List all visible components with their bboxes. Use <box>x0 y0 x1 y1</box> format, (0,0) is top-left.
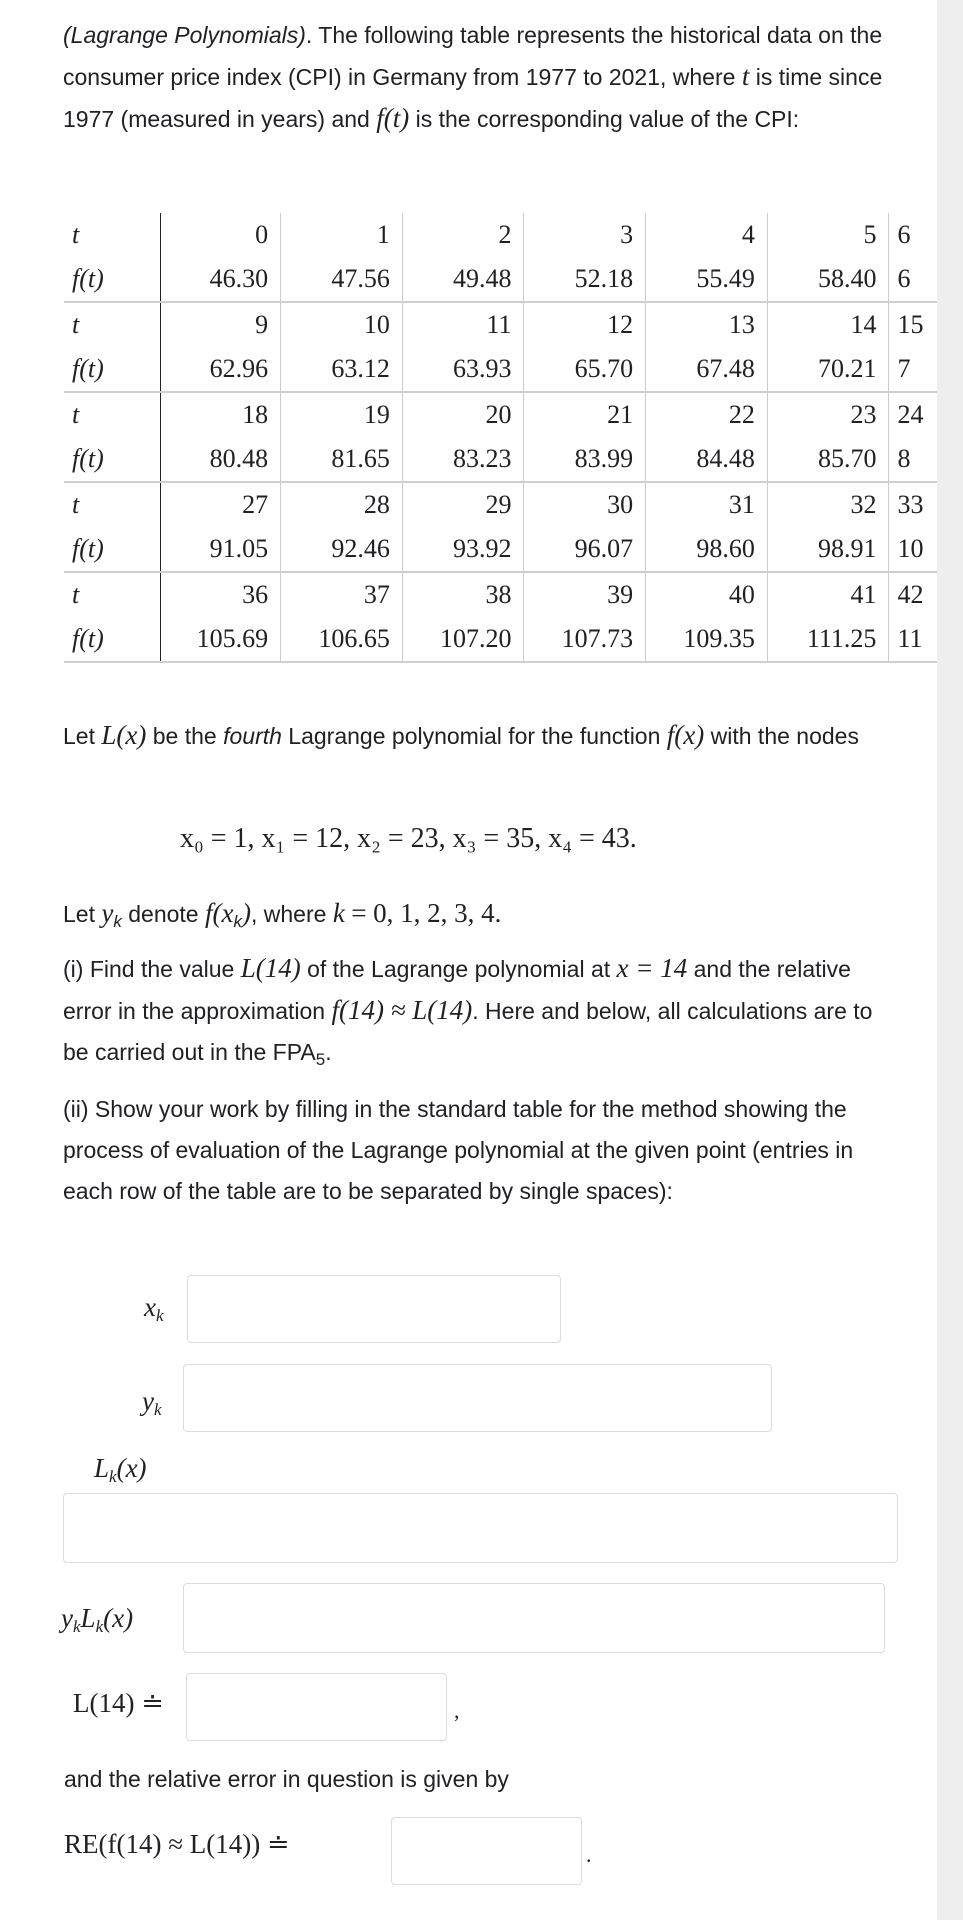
table-row-t <box>64 302 937 347</box>
table-cell: 40 <box>646 572 768 617</box>
part-i-period: . <box>325 1039 332 1065</box>
math-fx: f(x) <box>666 720 705 750</box>
table-cell: 41 <box>767 572 889 617</box>
table-cell: 11 <box>402 302 524 347</box>
L14-label: L(14) ≐ <box>73 1688 164 1718</box>
cpi-table <box>64 213 937 663</box>
ykLk-label: $y_kL_k(x)$ <box>61 1603 134 1636</box>
part-i-text-d: . Here and below, all calculations are to be carried out in the FPA <box>63 998 873 1065</box>
table-cell: 111.25 <box>767 617 889 662</box>
table-cell: 96.07 <box>524 527 646 572</box>
table-cell: 58.40 <box>767 257 889 302</box>
row-label-t: t <box>64 302 161 347</box>
nodes-equation: x₀ = 1, x₁ = 12, x₂ = 23, x₃ = 35, x₄ = 43. <box>180 823 637 854</box>
L14-input[interactable] <box>186 1673 447 1741</box>
row-label-t: t <box>64 572 161 617</box>
table-cell: 6 <box>897 220 911 249</box>
part-i-paragraph <box>63 948 893 1080</box>
math-Lx: L(x) <box>101 720 147 750</box>
table-cell: 20 <box>402 392 524 437</box>
table-cell: 23 <box>767 392 889 437</box>
table-cell: 106.65 <box>281 617 403 662</box>
table-cell: 63.93 <box>402 347 524 392</box>
let-text-b: be the <box>146 723 224 749</box>
table-cell: 8 <box>889 437 937 482</box>
table-row-t <box>64 482 937 527</box>
table-cell: 22 <box>646 392 768 437</box>
table-cell: 7 <box>889 347 937 392</box>
table-cell: 65.70 <box>524 347 646 392</box>
intro-paragraph <box>63 15 893 140</box>
fourth-word: fourth <box>223 723 282 749</box>
denote-paragraph <box>63 893 893 942</box>
intro-text: . The following table represents the historical data on the consumer price index (CPI) in Germany from 1977 to 2021, where <box>63 22 883 90</box>
RE-label: RE(f(14) ≈ L(14)) ≐ <box>64 1829 290 1859</box>
math-k: k <box>332 898 345 928</box>
table-cell: 19 <box>281 392 403 437</box>
intro-text-2: is time since 1977 (measured in years) and <box>63 64 883 132</box>
table-cell: 31 <box>646 482 768 527</box>
yk-input[interactable] <box>183 1364 772 1432</box>
table-cell: 98.60 <box>646 527 768 572</box>
table-cell: 18 <box>161 392 281 437</box>
table-cell: 46.30 <box>161 257 281 302</box>
part-ii-paragraph: (ii) Show your work by filling in the standard table for the method showing the process of evaluation of the Lagrange polynomial at the given point (entries in each row of the table are to be separated by single spaces): <box>63 1096 854 1204</box>
table-row-f <box>64 617 937 662</box>
table-cell: 27 <box>161 482 281 527</box>
row-label-ft: f(t) <box>64 257 161 302</box>
denote-text-b: denote <box>121 901 205 927</box>
row-label-t: t <box>64 213 161 257</box>
table-cell: 12 <box>524 302 646 347</box>
table-cell: 39 <box>524 572 646 617</box>
table-cell: 105.69 <box>161 617 281 662</box>
fpa-subscript: 5 <box>315 1050 326 1069</box>
math-L14: L(14) <box>240 953 301 983</box>
table-cell: 15 <box>897 310 924 339</box>
problem-label: (Lagrange Polynomials) <box>63 22 306 48</box>
table-cell: 52.18 <box>524 257 646 302</box>
table-cell: 83.99 <box>524 437 646 482</box>
table-cell: 98.91 <box>767 527 889 572</box>
RE-input[interactable] <box>391 1817 582 1885</box>
xk-label: $x_k$ <box>144 1292 164 1325</box>
table-cell: 5 <box>767 213 889 257</box>
row-label-ft: f(t) <box>64 527 161 572</box>
table-cell: 63.12 <box>281 347 403 392</box>
table-cell: 91.05 <box>161 527 281 572</box>
ykLk-input[interactable] <box>183 1583 885 1653</box>
math-ft: f(t) <box>376 103 410 133</box>
xk-input[interactable] <box>187 1275 561 1343</box>
table-cell: 21 <box>524 392 646 437</box>
table-cell: 3 <box>524 213 646 257</box>
let-text-a: Let <box>63 723 102 749</box>
let-text-c: Lagrange polynomial for the function <box>281 723 667 749</box>
table-row-t <box>64 572 937 617</box>
table-row-f <box>64 437 937 482</box>
table-row-t <box>64 213 937 257</box>
table-cell: 9 <box>161 302 281 347</box>
math-y: y <box>101 898 114 928</box>
table-cell: 55.49 <box>646 257 768 302</box>
table-cell: 49.48 <box>402 257 524 302</box>
table-cell: 6 <box>889 257 937 302</box>
part-i-text-b: of the Lagrange polynomial at <box>300 956 617 982</box>
relerr-text: and the relative error in question is given by <box>64 1766 509 1792</box>
cpi-table-container <box>64 213 937 688</box>
table-cell: 24 <box>897 400 924 429</box>
table-cell: 11 <box>889 617 937 662</box>
table-cell: 47.56 <box>281 257 403 302</box>
table-cell: 38 <box>402 572 524 617</box>
denote-text-c: , where <box>250 901 333 927</box>
table-cell: 13 <box>646 302 768 347</box>
table-cell: 81.65 <box>281 437 403 482</box>
table-row-f <box>64 527 937 572</box>
math-fxk: f(x <box>205 898 234 928</box>
Lk-label: $L_k(x)$ <box>94 1453 147 1486</box>
yk-label: $y_k$ <box>142 1386 162 1419</box>
math-x14: x = 14 <box>616 953 688 983</box>
table-cell: 33 <box>897 490 924 519</box>
table-row-f <box>64 347 937 392</box>
scrollbar-track[interactable] <box>937 0 963 1920</box>
table-cell: 32 <box>767 482 889 527</box>
row-label-ft: f(t) <box>64 437 161 482</box>
table-cell: 42 <box>897 580 924 609</box>
math-fxk-close: ) <box>241 898 251 928</box>
Lk-input[interactable] <box>63 1493 898 1563</box>
part-i-text-c: and the relative error in the approximation <box>63 956 851 1024</box>
table-cell: 4 <box>646 213 768 257</box>
table-cell: 62.96 <box>161 347 281 392</box>
intro-text-3: is the corresponding value of the CPI: <box>409 106 800 132</box>
table-cell: 29 <box>402 482 524 527</box>
RE-period: . <box>586 1842 592 1867</box>
table-cell: 10 <box>889 527 937 572</box>
table-cell: 70.21 <box>767 347 889 392</box>
table-cell: 2 <box>402 213 524 257</box>
table-cell: 107.73 <box>524 617 646 662</box>
row-label-t: t <box>64 482 161 527</box>
table-cell: 107.20 <box>402 617 524 662</box>
table-cell: 30 <box>524 482 646 527</box>
math-k-range: = 0, 1, 2, 3, 4. <box>351 898 502 928</box>
table-cell: 85.70 <box>767 437 889 482</box>
table-cell: 83.23 <box>402 437 524 482</box>
let-text-d: with the nodes <box>704 723 859 749</box>
part-i-text-a: (i) Find the value <box>63 956 241 982</box>
table-row-t <box>64 392 937 437</box>
table-row-f <box>64 257 937 302</box>
math-approx: f(14) ≈ L(14) <box>331 995 473 1025</box>
row-label-ft: f(t) <box>64 347 161 392</box>
L14-comma: , <box>454 1698 460 1723</box>
table-cell: 80.48 <box>161 437 281 482</box>
table-cell: 28 <box>281 482 403 527</box>
math-t: t <box>741 61 750 91</box>
table-cell: 84.48 <box>646 437 768 482</box>
table-cell: 37 <box>281 572 403 617</box>
table-cell: 67.48 <box>646 347 768 392</box>
denote-text-a: Let <box>63 901 102 927</box>
row-label-t: t <box>64 392 161 437</box>
table-cell: 92.46 <box>281 527 403 572</box>
table-cell: 109.35 <box>646 617 768 662</box>
math-sub-k: k <box>113 912 122 931</box>
row-label-ft: f(t) <box>64 617 161 662</box>
table-cell: 93.92 <box>402 527 524 572</box>
math-sub-k-2: k <box>233 912 242 931</box>
table-cell: 1 <box>281 213 403 257</box>
let-paragraph <box>63 715 893 757</box>
table-cell: 10 <box>281 302 403 347</box>
table-cell: 14 <box>767 302 889 347</box>
table-cell: 0 <box>161 213 281 257</box>
table-cell: 36 <box>161 572 281 617</box>
